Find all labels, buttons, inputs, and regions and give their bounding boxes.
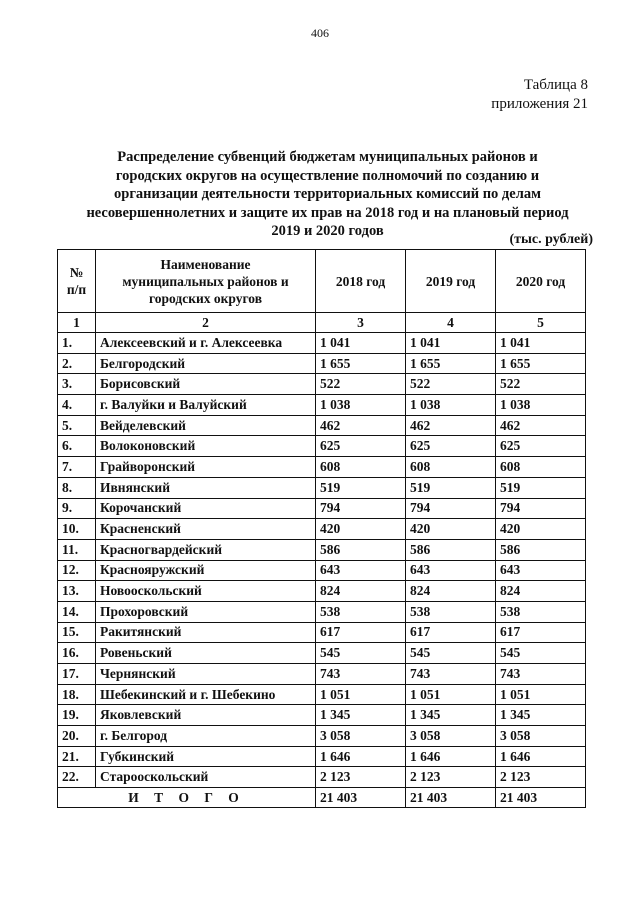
value-2020: 1 655 — [496, 353, 586, 374]
row-number: 13. — [58, 581, 96, 602]
district-name: Старооскольский — [96, 767, 316, 788]
district-name: Ровеньский — [96, 643, 316, 664]
row-number: 17. — [58, 664, 96, 685]
column-number: 1 — [58, 313, 96, 333]
table-reference — [491, 76, 588, 114]
row-number: 2. — [58, 353, 96, 374]
value-2020: 3 058 — [496, 726, 586, 747]
district-name: Грайворонский — [96, 457, 316, 478]
value-2019: 1 646 — [406, 746, 496, 767]
district-name: Алексеевский и г. Алексеевка — [96, 333, 316, 354]
row-number: 9. — [58, 498, 96, 519]
subvention-table — [57, 249, 586, 808]
district-name: Белгородский — [96, 353, 316, 374]
table-row — [58, 643, 586, 664]
header-name-line3: городских округов — [148, 290, 263, 306]
district-name: Волоконовский — [96, 436, 316, 457]
value-2019: 586 — [406, 539, 496, 560]
header-2019: 2019 год — [406, 250, 496, 313]
value-2018: 586 — [316, 539, 406, 560]
value-2020: 538 — [496, 601, 586, 622]
row-number: 11. — [58, 539, 96, 560]
table-row — [58, 353, 586, 374]
value-2018: 794 — [316, 498, 406, 519]
value-2019: 538 — [406, 601, 496, 622]
value-2018: 462 — [316, 415, 406, 436]
value-2019: 522 — [406, 374, 496, 395]
table-row — [58, 539, 586, 560]
value-2020: 545 — [496, 643, 586, 664]
row-number: 3. — [58, 374, 96, 395]
value-2018: 1 041 — [316, 333, 406, 354]
value-2020: 522 — [496, 374, 586, 395]
table-row — [58, 415, 586, 436]
table-row — [58, 519, 586, 540]
table-row — [58, 664, 586, 685]
district-name: Новооскольский — [96, 581, 316, 602]
value-2018: 643 — [316, 560, 406, 581]
value-2019: 519 — [406, 477, 496, 498]
value-2020: 519 — [496, 477, 586, 498]
table-row — [58, 477, 586, 498]
row-number: 7. — [58, 457, 96, 478]
row-number: 16. — [58, 643, 96, 664]
row-number: 12. — [58, 560, 96, 581]
district-name: Красногвардейский — [96, 539, 316, 560]
value-2018: 1 038 — [316, 395, 406, 416]
value-2018: 1 646 — [316, 746, 406, 767]
document-title — [60, 148, 595, 241]
header-name — [96, 250, 316, 313]
header-row — [58, 250, 586, 313]
value-2019: 3 058 — [406, 726, 496, 747]
total-label: И Т О Г О — [58, 788, 316, 808]
district-name: Вейделевский — [96, 415, 316, 436]
table-row — [58, 705, 586, 726]
value-2018: 824 — [316, 581, 406, 602]
table-row — [58, 767, 586, 788]
value-2019: 1 041 — [406, 333, 496, 354]
value-2020: 420 — [496, 519, 586, 540]
district-name: Чернянский — [96, 664, 316, 685]
value-2019: 625 — [406, 436, 496, 457]
total-2020: 21 403 — [496, 788, 586, 808]
district-name: Губкинский — [96, 746, 316, 767]
title-line3: организации деятельности территориальных комиссий по делам — [114, 186, 541, 202]
value-2018: 1 655 — [316, 353, 406, 374]
table-row — [58, 498, 586, 519]
district-name: Шебекинский и г. Шебекино — [96, 684, 316, 705]
table-row — [58, 457, 586, 478]
value-2020: 617 — [496, 622, 586, 643]
column-number: 5 — [496, 313, 586, 333]
row-number: 14. — [58, 601, 96, 622]
district-name: Краснояружский — [96, 560, 316, 581]
value-2020: 824 — [496, 581, 586, 602]
district-name: Ракитянский — [96, 622, 316, 643]
header-num — [58, 250, 96, 313]
value-2018: 522 — [316, 374, 406, 395]
row-number: 15. — [58, 622, 96, 643]
value-2018: 519 — [316, 477, 406, 498]
row-number: 6. — [58, 436, 96, 457]
table-row — [58, 395, 586, 416]
table-row — [58, 560, 586, 581]
table-row — [58, 746, 586, 767]
row-number: 19. — [58, 705, 96, 726]
row-number: 4. — [58, 395, 96, 416]
value-2019: 462 — [406, 415, 496, 436]
value-2020: 625 — [496, 436, 586, 457]
value-2019: 643 — [406, 560, 496, 581]
table-row — [58, 333, 586, 354]
table-row — [58, 436, 586, 457]
row-number: 1. — [58, 333, 96, 354]
value-2019: 743 — [406, 664, 496, 685]
row-number: 20. — [58, 726, 96, 747]
district-name: Борисовский — [96, 374, 316, 395]
value-2020: 643 — [496, 560, 586, 581]
district-name: Прохоровский — [96, 601, 316, 622]
value-2020: 743 — [496, 664, 586, 685]
value-2018: 608 — [316, 457, 406, 478]
column-number: 2 — [96, 313, 316, 333]
value-2019: 608 — [406, 457, 496, 478]
value-2020: 1 345 — [496, 705, 586, 726]
value-2019: 794 — [406, 498, 496, 519]
district-name: Яковлевский — [96, 705, 316, 726]
district-name: Корочанский — [96, 498, 316, 519]
table-ref-line2: приложения 21 — [491, 96, 588, 112]
value-2018: 625 — [316, 436, 406, 457]
header-num-line1: № — [69, 265, 84, 280]
table-row — [58, 684, 586, 705]
header-name-line2: муниципальных районов и — [122, 273, 289, 289]
value-2018: 420 — [316, 519, 406, 540]
row-number: 18. — [58, 684, 96, 705]
value-2018: 743 — [316, 664, 406, 685]
value-2020: 1 041 — [496, 333, 586, 354]
table-row — [58, 374, 586, 395]
header-name-line1: Наименование — [160, 256, 251, 272]
row-number: 21. — [58, 746, 96, 767]
value-2020: 2 123 — [496, 767, 586, 788]
table-row — [58, 726, 586, 747]
district-name: г. Белгород — [96, 726, 316, 747]
value-2020: 794 — [496, 498, 586, 519]
header-num-line2: п/п — [66, 282, 87, 297]
value-2019: 545 — [406, 643, 496, 664]
value-2020: 1 646 — [496, 746, 586, 767]
value-2020: 1 051 — [496, 684, 586, 705]
value-2020: 1 038 — [496, 395, 586, 416]
value-2019: 1 051 — [406, 684, 496, 705]
value-2018: 1 345 — [316, 705, 406, 726]
row-number: 10. — [58, 519, 96, 540]
title-line2: городских округов на осуществление полномочий по созданию и — [115, 167, 540, 184]
table-ref-line1: Таблица 8 — [523, 77, 588, 93]
table-row — [58, 622, 586, 643]
header-2018: 2018 год — [316, 250, 406, 313]
value-2018: 1 051 — [316, 684, 406, 705]
page-number: 406 — [311, 26, 329, 40]
district-name: Ивнянский — [96, 477, 316, 498]
value-2020: 462 — [496, 415, 586, 436]
total-row — [58, 788, 586, 808]
value-2019: 1 345 — [406, 705, 496, 726]
total-2019: 21 403 — [406, 788, 496, 808]
district-name: Красненский — [96, 519, 316, 540]
total-2018: 21 403 — [316, 788, 406, 808]
header-2020: 2020 год — [496, 250, 586, 313]
value-2020: 586 — [496, 539, 586, 560]
units-label: (тыс. рублей) — [509, 232, 593, 247]
value-2018: 538 — [316, 601, 406, 622]
value-2018: 3 058 — [316, 726, 406, 747]
column-number: 3 — [316, 313, 406, 333]
value-2019: 1 038 — [406, 395, 496, 416]
column-number-row — [58, 313, 586, 333]
value-2019: 824 — [406, 581, 496, 602]
title-line1: Распределение субвенций бюджетам муниципальных районов и — [117, 149, 538, 165]
table-row — [58, 601, 586, 622]
value-2018: 545 — [316, 643, 406, 664]
value-2019: 617 — [406, 622, 496, 643]
value-2019: 2 123 — [406, 767, 496, 788]
title-line5: 2019 и 2020 годов — [271, 223, 384, 239]
row-number: 8. — [58, 477, 96, 498]
value-2018: 617 — [316, 622, 406, 643]
column-number: 4 — [406, 313, 496, 333]
title-line4: несовершеннолетних и защите их прав на 2018 год и на плановый период — [86, 204, 569, 221]
district-name: г. Валуйки и Валуйский — [96, 395, 316, 416]
value-2019: 1 655 — [406, 353, 496, 374]
value-2020: 608 — [496, 457, 586, 478]
value-2019: 420 — [406, 519, 496, 540]
table-row — [58, 581, 586, 602]
table-body — [58, 333, 586, 788]
row-number: 5. — [58, 415, 96, 436]
value-2018: 2 123 — [316, 767, 406, 788]
row-number: 22. — [58, 767, 96, 788]
